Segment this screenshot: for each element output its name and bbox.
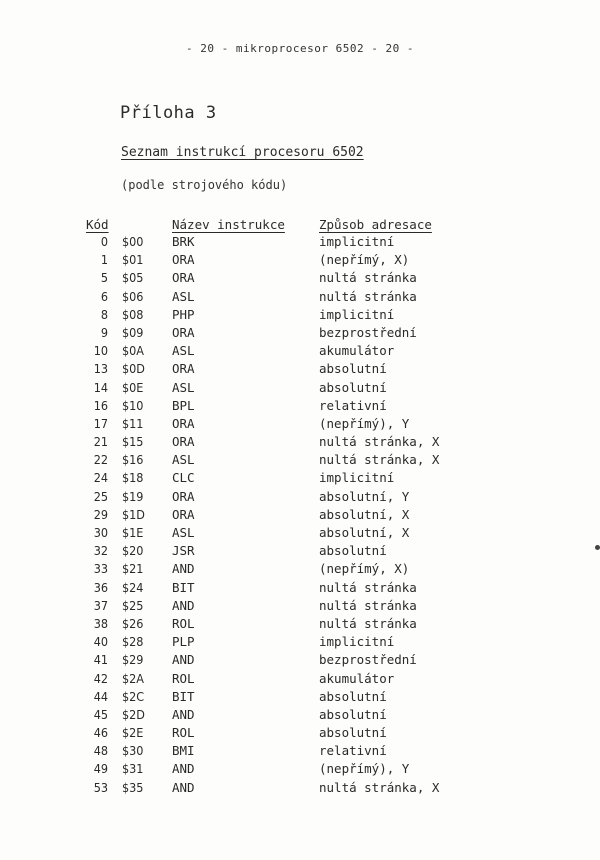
instruction-mnemonic: ORA xyxy=(172,324,195,340)
column-header-mode: Způsob adresace xyxy=(319,217,432,232)
instruction-table xyxy=(0,234,600,798)
code-hex: $1E xyxy=(122,525,144,540)
code-decimal: 45 xyxy=(93,706,108,722)
instruction-mnemonic: ASL xyxy=(172,343,195,359)
column-header-name: Název instrukce xyxy=(172,217,285,232)
code-hex: $01 xyxy=(122,252,144,268)
instruction-mnemonic: AND xyxy=(172,597,195,613)
table-row xyxy=(0,434,600,452)
table-row xyxy=(0,598,600,616)
code-decimal: 53 xyxy=(93,779,108,795)
instruction-mnemonic: AND xyxy=(172,706,195,722)
addressing-mode: (nepřímý), Y xyxy=(319,761,410,777)
code-hex: $26 xyxy=(122,615,144,631)
code-decimal: 37 xyxy=(93,597,108,613)
code-decimal: 22 xyxy=(93,452,108,468)
addressing-mode: nultá stránka xyxy=(319,270,417,286)
code-hex: $28 xyxy=(122,634,144,650)
code-hex: $08 xyxy=(122,306,144,322)
code-hex: $21 xyxy=(122,561,144,577)
addressing-mode: relativní xyxy=(319,743,387,759)
instruction-mnemonic: ASL xyxy=(172,525,195,540)
addressing-mode: (nepřímý, X) xyxy=(319,252,410,268)
code-hex: $05 xyxy=(122,270,144,286)
code-hex: $30 xyxy=(122,743,144,759)
code-decimal: 38 xyxy=(93,615,108,631)
instruction-mnemonic: ORA xyxy=(172,270,195,286)
table-row xyxy=(0,380,600,398)
table-row xyxy=(0,252,600,270)
code-hex: $24 xyxy=(122,579,144,595)
code-decimal: 24 xyxy=(93,470,108,486)
code-decimal: 44 xyxy=(93,688,108,704)
code-decimal: 16 xyxy=(93,397,108,413)
instruction-mnemonic: ORA xyxy=(172,488,195,504)
code-decimal: 9 xyxy=(100,324,108,340)
table-row xyxy=(0,470,600,488)
subtitle: (podle strojového kódu) xyxy=(121,178,288,192)
code-hex: $35 xyxy=(122,779,144,795)
code-decimal: 42 xyxy=(93,670,108,686)
addressing-mode: absolutní xyxy=(319,543,387,559)
code-hex: $2C xyxy=(122,688,145,704)
code-decimal: 30 xyxy=(93,525,108,540)
instruction-mnemonic: AND xyxy=(172,761,195,777)
instruction-mnemonic: ASL xyxy=(172,452,195,468)
code-hex: $1D xyxy=(122,506,145,522)
code-decimal: 1 xyxy=(100,252,108,268)
table-row xyxy=(0,634,600,652)
addressing-mode: absolutní, Y xyxy=(319,488,410,504)
code-hex: $0E xyxy=(122,379,144,395)
table-row xyxy=(0,725,600,743)
appendix-title: Příloha 3 xyxy=(120,103,217,123)
instruction-mnemonic: ORA xyxy=(172,252,195,268)
addressing-mode: bezprostřední xyxy=(319,324,417,340)
code-hex: $18 xyxy=(122,470,144,486)
code-hex: $25 xyxy=(122,597,144,613)
code-decimal: 41 xyxy=(93,652,108,668)
code-decimal: 17 xyxy=(93,415,108,431)
code-decimal: 10 xyxy=(93,343,108,359)
table-row xyxy=(0,707,600,725)
addressing-mode: nultá stránka, X xyxy=(319,434,440,450)
table-row xyxy=(0,452,600,470)
table-row xyxy=(0,561,600,579)
code-decimal: 8 xyxy=(100,306,108,322)
addressing-mode: bezprostřední xyxy=(319,652,417,668)
code-hex: $31 xyxy=(122,761,144,777)
addressing-mode: absolutní xyxy=(319,379,387,395)
code-hex: $29 xyxy=(122,652,144,668)
addressing-mode: absolutní, X xyxy=(319,506,410,522)
instruction-mnemonic: PLP xyxy=(172,634,195,650)
addressing-mode: absolutní xyxy=(319,725,387,741)
table-row xyxy=(0,580,600,598)
code-decimal: 29 xyxy=(93,506,108,522)
instruction-mnemonic: ORA xyxy=(172,415,195,431)
addressing-mode: nultá stránka xyxy=(319,615,417,631)
code-hex: $10 xyxy=(122,397,144,413)
instruction-mnemonic: ORA xyxy=(172,506,195,522)
addressing-mode: nultá stránka xyxy=(319,597,417,613)
instruction-mnemonic: ROL xyxy=(172,725,195,741)
page-header: - 20 - mikroprocesor 6502 - 20 - xyxy=(186,42,414,55)
code-hex: $2A xyxy=(122,670,144,686)
code-decimal: 40 xyxy=(93,634,108,650)
table-row xyxy=(0,270,600,288)
table-row xyxy=(0,780,600,798)
instruction-mnemonic: ROL xyxy=(172,615,195,631)
instruction-mnemonic: BPL xyxy=(172,397,195,413)
addressing-mode: implicitní xyxy=(319,234,395,249)
code-decimal: 32 xyxy=(93,543,108,559)
addressing-mode: akumulátor xyxy=(319,670,395,686)
code-hex: $06 xyxy=(122,288,144,304)
instruction-mnemonic: ROL xyxy=(172,670,195,686)
addressing-mode: absolutní xyxy=(319,688,387,704)
table-row xyxy=(0,616,600,634)
addressing-mode: nultá stránka xyxy=(319,288,417,304)
code-hex: $2D xyxy=(122,706,145,722)
table-row xyxy=(0,361,600,379)
addressing-mode: akumulátor xyxy=(319,343,395,359)
list-title: Seznam instrukcí procesoru 6502 xyxy=(121,145,364,160)
instruction-mnemonic: AND xyxy=(172,561,195,577)
addressing-mode: nultá stránka xyxy=(319,579,417,595)
table-row xyxy=(0,234,600,252)
table-row xyxy=(0,398,600,416)
code-decimal: 21 xyxy=(93,434,108,450)
instruction-mnemonic: PHP xyxy=(172,306,195,322)
table-row xyxy=(0,652,600,670)
instruction-mnemonic: JSR xyxy=(172,543,195,559)
code-decimal: 36 xyxy=(93,579,108,595)
addressing-mode: implicitní xyxy=(319,634,395,650)
table-row xyxy=(0,525,600,543)
table-row xyxy=(0,743,600,761)
addressing-mode: relativní xyxy=(319,397,387,413)
instruction-mnemonic: ORA xyxy=(172,434,195,450)
code-hex: $20 xyxy=(122,543,144,559)
instruction-mnemonic: ORA xyxy=(172,361,195,377)
code-decimal: 25 xyxy=(93,488,108,504)
code-decimal: 48 xyxy=(93,743,108,759)
addressing-mode: (nepřímý, X) xyxy=(319,561,410,577)
code-hex: $09 xyxy=(122,324,144,340)
table-row xyxy=(0,416,600,434)
code-decimal: 49 xyxy=(93,761,108,777)
code-hex: $15 xyxy=(122,434,144,450)
code-hex: $19 xyxy=(122,488,144,504)
instruction-mnemonic: BRK xyxy=(172,234,195,249)
addressing-mode: implicitní xyxy=(319,470,395,486)
code-decimal: 6 xyxy=(100,288,108,304)
table-row xyxy=(0,689,600,707)
addressing-mode: absolutní, X xyxy=(319,525,410,540)
instruction-mnemonic: BMI xyxy=(172,743,195,759)
table-row xyxy=(0,507,600,525)
code-hex: $11 xyxy=(122,415,144,431)
code-hex: $00 xyxy=(122,234,144,249)
column-header-code: Kód xyxy=(86,217,109,232)
code-decimal: 33 xyxy=(93,561,108,577)
table-row xyxy=(0,325,600,343)
table-row xyxy=(0,671,600,689)
table-row xyxy=(0,761,600,779)
instruction-mnemonic: CLC xyxy=(172,470,195,486)
code-hex: $16 xyxy=(122,452,144,468)
addressing-mode: nultá stránka, X xyxy=(319,452,440,468)
code-hex: $0A xyxy=(122,343,144,359)
addressing-mode: nultá stránka, X xyxy=(319,779,440,795)
instruction-mnemonic: ASL xyxy=(172,288,195,304)
instruction-mnemonic: ASL xyxy=(172,379,195,395)
addressing-mode: (nepřímý), Y xyxy=(319,415,410,431)
instruction-mnemonic: BIT xyxy=(172,579,195,595)
code-decimal: 0 xyxy=(100,234,108,249)
instruction-mnemonic: AND xyxy=(172,652,195,668)
scan-mark xyxy=(595,545,600,550)
table-row xyxy=(0,289,600,307)
code-decimal: 14 xyxy=(93,379,108,395)
code-decimal: 46 xyxy=(93,725,108,741)
table-row xyxy=(0,489,600,507)
addressing-mode: absolutní xyxy=(319,361,387,377)
instruction-mnemonic: AND xyxy=(172,779,195,795)
code-decimal: 13 xyxy=(93,361,108,377)
code-decimal: 5 xyxy=(100,270,108,286)
table-row xyxy=(0,343,600,361)
code-hex: $2E xyxy=(122,725,144,741)
instruction-mnemonic: BIT xyxy=(172,688,195,704)
code-hex: $0D xyxy=(122,361,145,377)
table-row xyxy=(0,543,600,561)
table-row xyxy=(0,307,600,325)
addressing-mode: absolutní xyxy=(319,706,387,722)
addressing-mode: implicitní xyxy=(319,306,395,322)
